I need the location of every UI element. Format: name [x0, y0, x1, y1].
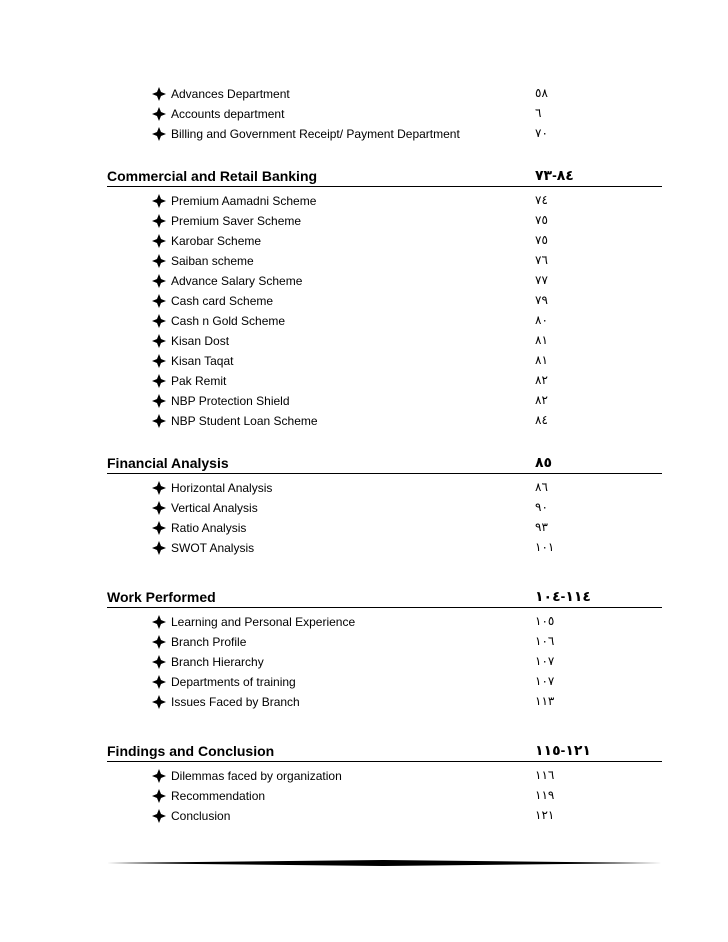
- diamond-bullet-icon: [152, 394, 166, 408]
- diamond-bullet-icon: [152, 274, 166, 288]
- toc-section-commercial-retail-banking: [0, 166, 728, 432]
- toc-item: [0, 539, 728, 559]
- diamond-bullet-icon: [152, 414, 166, 428]
- toc-item: [0, 499, 728, 519]
- toc-item-label: Learning and Personal Experience: [171, 615, 356, 629]
- toc-item: [0, 767, 728, 787]
- toc-item-page: ٥٨: [535, 86, 548, 100]
- diamond-bullet-icon: [152, 87, 166, 101]
- diamond-bullet-icon: [152, 615, 166, 629]
- diamond-bullet-icon: [152, 334, 166, 348]
- toc-item-page: ٨١: [535, 333, 548, 347]
- toc-item-label: SWOT Analysis: [171, 541, 255, 555]
- toc-item: [0, 292, 728, 312]
- toc-items: [0, 613, 728, 713]
- toc-item-label: Ratio Analysis: [171, 521, 247, 535]
- diamond-bullet-icon: [152, 294, 166, 308]
- toc-item-page: ٨٠: [535, 313, 548, 327]
- toc-item-page: ٩٣: [535, 520, 548, 534]
- section-page-range: ١١٤-١٠٤: [535, 588, 591, 604]
- toc-item-label: Dilemmas faced by organization: [171, 769, 342, 783]
- toc-item-page: ٨٤: [535, 413, 548, 427]
- section-title: Work Performed: [107, 589, 216, 605]
- toc-item-label: Recommendation: [171, 789, 266, 803]
- toc-item-label: Premium Aamadni Scheme: [171, 194, 317, 208]
- diamond-bullet-icon: [152, 809, 166, 823]
- toc-item-page: ٨٦: [535, 480, 548, 494]
- section-page-range: ١٢١-١١٥: [535, 742, 591, 758]
- toc-item-page: ٧٥: [535, 233, 548, 247]
- diamond-bullet-icon: [152, 374, 166, 388]
- diamond-bullet-icon: [152, 541, 166, 555]
- toc-item: [0, 613, 728, 633]
- diamond-bullet-icon: [152, 107, 166, 121]
- toc-item: [0, 85, 728, 105]
- toc-section-findings-conclusion: [0, 741, 728, 827]
- toc-item-label: Karobar Scheme: [171, 234, 262, 248]
- toc-item: [0, 693, 728, 713]
- diamond-bullet-icon: [152, 234, 166, 248]
- diamond-bullet-icon: [152, 655, 166, 669]
- diamond-bullet-icon: [152, 675, 166, 689]
- toc-item-page: ١٢١: [535, 808, 555, 822]
- toc-item-label: Issues Faced by Branch: [171, 695, 300, 709]
- toc-item-label: Branch Hierarchy: [171, 655, 264, 669]
- toc-item: [0, 519, 728, 539]
- section-title: Financial Analysis: [107, 455, 229, 471]
- toc-item-label: Kisan Dost: [171, 334, 230, 348]
- toc-item-label: Saiban scheme: [171, 254, 254, 268]
- toc-item: [0, 633, 728, 653]
- toc-item: [0, 252, 728, 272]
- toc-item-label: Premium Saver Scheme: [171, 214, 302, 228]
- toc-item: [0, 807, 728, 827]
- toc-items: [0, 479, 728, 559]
- section-title: Findings and Conclusion: [107, 743, 275, 759]
- toc-item: [0, 105, 728, 125]
- toc-item-page: ٧٠: [535, 126, 548, 140]
- toc-item-label: Cash card Scheme: [171, 294, 274, 308]
- toc-item-label: Accounts department: [171, 107, 285, 121]
- toc-item-label: Cash n Gold Scheme: [171, 314, 286, 328]
- toc-item-label: Conclusion: [171, 809, 231, 823]
- toc-item-page: ١٠٧: [535, 674, 555, 688]
- diamond-bullet-icon: [152, 695, 166, 709]
- diamond-bullet-icon: [152, 314, 166, 328]
- toc-item-label: Departments of training: [171, 675, 296, 689]
- toc-item-label: Horizontal Analysis: [171, 481, 273, 495]
- toc-item-page: ٧٩: [535, 293, 548, 307]
- toc-section-work-performed: [0, 587, 728, 713]
- toc-items: [0, 85, 728, 145]
- toc-item-page: ١١٩: [535, 788, 555, 802]
- toc-item-page: ٨٢: [535, 373, 548, 387]
- diamond-bullet-icon: [152, 354, 166, 368]
- toc-items: [0, 767, 728, 827]
- toc-item: [0, 392, 728, 412]
- section-heading: [107, 166, 662, 187]
- toc-item: [0, 479, 728, 499]
- toc-item-page: ١٠٥: [535, 614, 555, 628]
- diamond-bullet-icon: [152, 635, 166, 649]
- diamond-bullet-icon: [152, 214, 166, 228]
- toc-item: [0, 673, 728, 693]
- toc-item: [0, 192, 728, 212]
- toc-item-page: ١١٣: [535, 694, 555, 708]
- diamond-bullet-icon: [152, 501, 166, 515]
- toc-item-page: ١٠١: [535, 540, 555, 554]
- toc-item: [0, 653, 728, 673]
- section-title: Commercial and Retail Banking: [107, 168, 318, 184]
- toc-item: [0, 352, 728, 372]
- toc-item-page: ٧٧: [535, 273, 548, 287]
- toc-item-label: Billing and Government Receipt/ Payment Department: [171, 127, 460, 141]
- toc-item-label: Advance Salary Scheme: [171, 274, 303, 288]
- toc-item: [0, 212, 728, 232]
- toc-item-page: ٦: [535, 106, 542, 120]
- diamond-bullet-icon: [152, 521, 166, 535]
- toc-item-label: Kisan Taqat: [171, 354, 234, 368]
- toc-continued-list: [0, 85, 728, 145]
- toc-item-label: Pak Remit: [171, 374, 227, 388]
- toc-item: [0, 412, 728, 432]
- section-page-range: ٨٤-٧٣: [535, 167, 574, 183]
- toc-item-page: ١٠٧: [535, 654, 555, 668]
- toc-item: [0, 787, 728, 807]
- toc-item-page: ٧٤: [535, 193, 548, 207]
- toc-item: [0, 232, 728, 252]
- toc-item-page: ٧٥: [535, 213, 548, 227]
- section-heading: [107, 587, 662, 608]
- diamond-bullet-icon: [152, 769, 166, 783]
- diamond-bullet-icon: [152, 254, 166, 268]
- footer-divider: [107, 860, 662, 866]
- toc-item-label: Branch Profile: [171, 635, 247, 649]
- toc-section-financial-analysis: [0, 453, 728, 559]
- section-heading: [107, 453, 662, 474]
- toc-item: [0, 372, 728, 392]
- toc-item-page: ١٠٦: [535, 634, 555, 648]
- toc-item-page: ٧٦: [535, 253, 548, 267]
- toc-item-label: NBP Student Loan Scheme: [171, 414, 318, 428]
- diamond-bullet-icon: [152, 194, 166, 208]
- toc-item: [0, 272, 728, 292]
- toc-item-label: NBP Protection Shield: [171, 394, 290, 408]
- toc-item-label: Advances Department: [171, 87, 290, 101]
- toc-item: [0, 312, 728, 332]
- toc-item-page: ٩٠: [535, 500, 548, 514]
- toc-item-page: ٨٢: [535, 393, 548, 407]
- toc-item-page: ٨١: [535, 353, 548, 367]
- toc-item: [0, 332, 728, 352]
- toc-item-label: Vertical Analysis: [171, 501, 258, 515]
- toc-items: [0, 192, 728, 432]
- toc-item: [0, 125, 728, 145]
- toc-item-page: ١١٦: [535, 768, 555, 782]
- diamond-bullet-icon: [152, 789, 166, 803]
- section-heading: [107, 741, 662, 762]
- diamond-bullet-icon: [152, 481, 166, 495]
- diamond-bullet-icon: [152, 127, 166, 141]
- section-page-range: ٨٥: [535, 454, 553, 470]
